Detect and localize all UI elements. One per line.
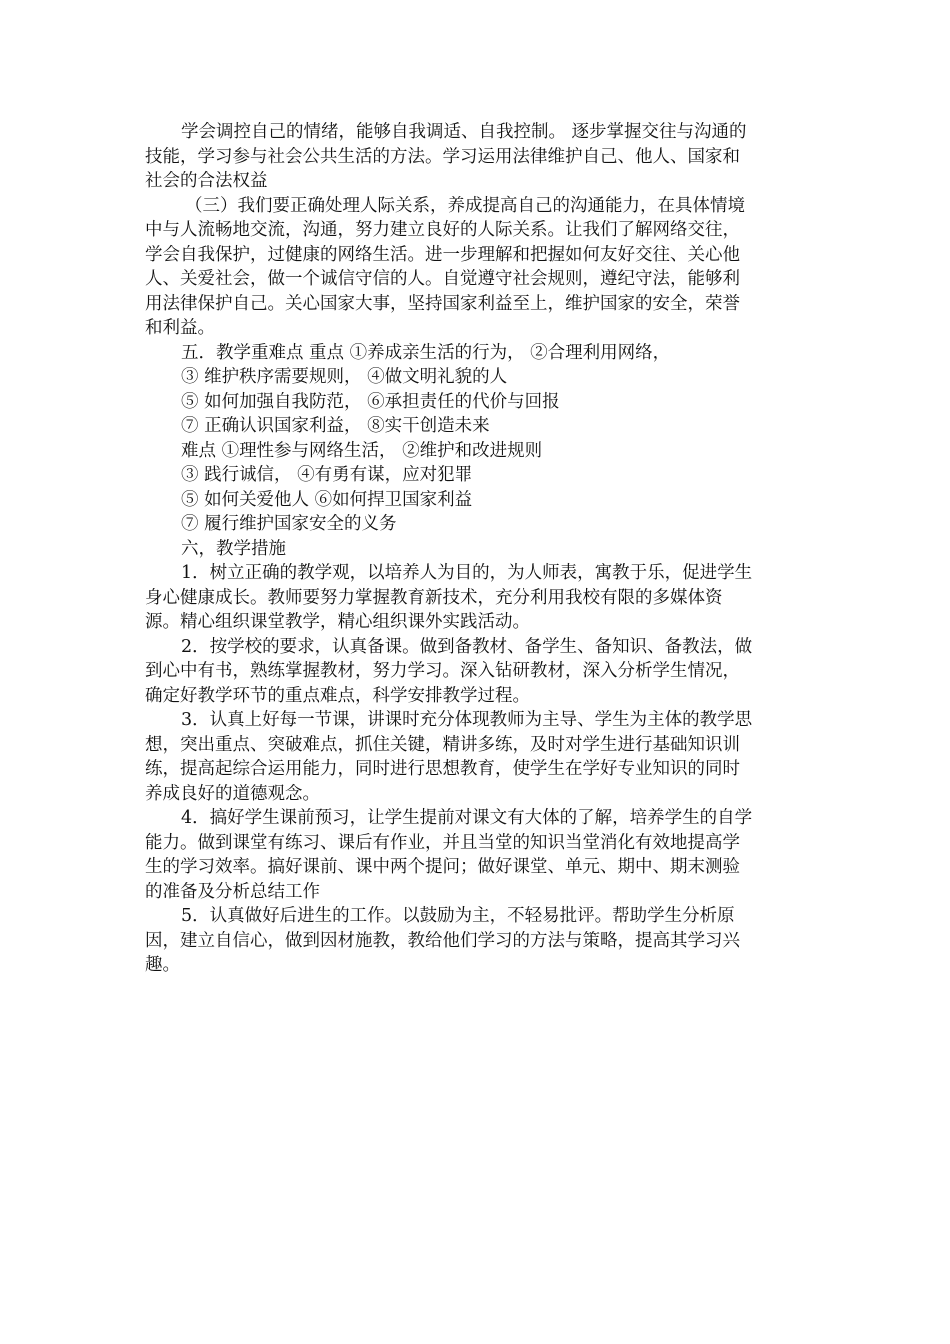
text-line: 练，提高起综合运用能力，同时进行思想教育，使学生在学好专业知识的同时	[145, 759, 740, 779]
text-line: ⑦ 正确认识国家利益， ⑧实干创造未来	[181, 416, 490, 436]
text-line: 中与人流畅地交流，沟通，努力建立良好的人际关系。让我们了解网络交往，	[145, 220, 740, 240]
text-line: 学会调控自己的情绪，能够自我调适、自我控制。 逐步掌握交往与沟通的	[181, 122, 747, 142]
text-line: ⑤ 如何关爱他人 ⑥如何捍卫国家利益	[181, 489, 473, 510]
text-line: ③ 践行诚信， ④有勇有谋，应对犯罪	[181, 465, 473, 485]
text-line: 3．认真上好每一节课，讲课时充分体现教师为主导、学生为主体的教学思	[181, 710, 753, 730]
text-line: 用法律保护自己。关心国家大事，坚持国家利益至上，维护国家的安全，荣誉	[145, 293, 740, 314]
text-line: ⑤ 如何加强自我防范， ⑥承担责任的代价与回报	[181, 391, 560, 412]
text-line: 趣。	[145, 955, 180, 975]
text-line: 人、关爱社会，做一个诚信守信的人。自觉遵守社会规则，遵纪守法，能够利	[145, 269, 740, 289]
text-line: 六，教学措施	[181, 538, 286, 559]
text-line: 想，突出重点、突破难点，抓住关键，精讲多练，及时对学生进行基础知识训	[145, 734, 740, 755]
text-line: ⑦ 履行维护国家安全的义务	[181, 514, 397, 534]
text-line: 身心健康成长。教师要努力掌握教育新技术，充分利用我校有限的多媒体资	[145, 587, 723, 608]
text-line: 源。精心组织课堂教学，精心组织课外实践活动。	[145, 612, 530, 632]
text-line: 社会的合法权益	[145, 171, 268, 191]
text-line: 4．搞好学生课前预习，让学生提前对课文有大体的了解，培养学生的自学	[181, 808, 753, 828]
text-line: 5．认真做好后进生的工作。以鼓励为主，不轻易批评。帮助学生分析原	[181, 906, 735, 926]
text-line: 技能，学习参与社会公共生活的方法。学习运用法律维护自己、他人、国家和	[145, 146, 740, 167]
text-line: 2．按学校的要求，认真备课。做到备教材、备学生、备知识、备教法，做	[181, 636, 753, 657]
text-line: 1．树立正确的教学观，以培养人为目的，为人师表，寓教于乐，促进学生	[181, 563, 753, 583]
text-line: 的准备及分析总结工作	[145, 881, 320, 902]
text-line: 能力。做到课堂有练习、课后有作业，并且当堂的知识当堂消化有效地提高学	[145, 832, 740, 853]
document-page	[145, 120, 815, 978]
text-line: 因，建立自信心，做到因材施教，教给他们学习的方法与策略，提高其学习兴	[145, 930, 740, 951]
text-line: 生的学习效率。搞好课前、课中两个提问；做好课堂、单元、期中、期末测验	[145, 857, 740, 877]
text-line: 难点 ①理性参与网络生活， ②维护和改进规则	[181, 440, 543, 461]
text-line: 五．教学重难点 重点 ①养成亲生活的行为， ②合理利用网络，	[181, 342, 671, 363]
text-line: （三）我们要正确处理人际关系，养成提高自己的沟通能力，在具体情境	[185, 195, 745, 216]
text-line: 养成良好的道德观念。	[145, 783, 320, 804]
text-line: 和利益。	[145, 318, 215, 338]
text-line: ③ 维护秩序需要规则， ④做文明礼貌的人	[181, 367, 508, 387]
text-line: 确定好教学环节的重点难点，科学安排教学过程。	[145, 685, 530, 706]
text-line: 到心中有书，熟练掌握教材，努力学习。深入钻研教材，深入分析学生情况，	[145, 661, 740, 681]
text-line: 学会自我保护，过健康的网络生活。进一步理解和把握如何友好交往、关心他	[145, 244, 740, 265]
